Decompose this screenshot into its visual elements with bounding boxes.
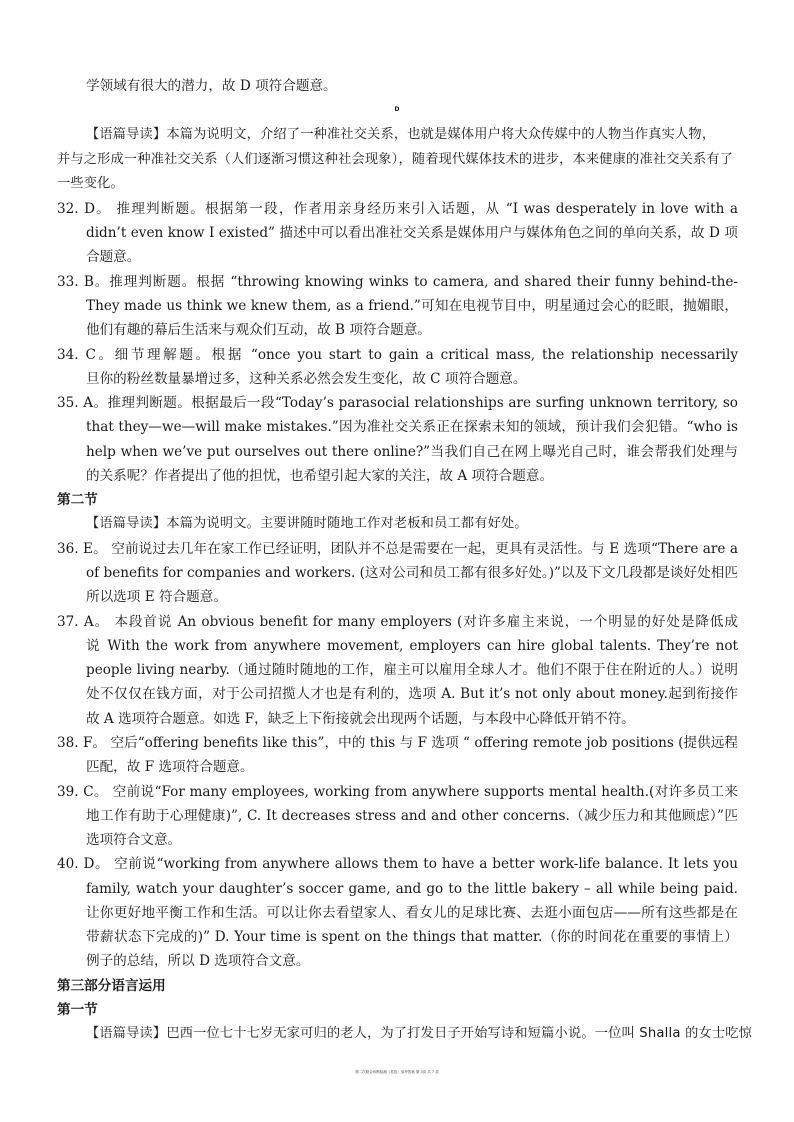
answer-37-line: 说 With the work from anywhere movement, employers can hire global talents. They’re not <box>86 638 738 654</box>
answer-37-line: 处不仅仅在钱方面，对于公司招揽人才也是有利的，选项 A. But it’s not only about money.起到衔接作 <box>86 686 738 702</box>
answer-33-line: 33. B。推理判断题。根据 “throwing knowing winks to camera, and shared their funny behind-the- <box>57 274 738 290</box>
answer-36-line: of benefits for companies and workers. (这对公司和员工都有很多好处。)”以及下文几段都是谈好处相匹 <box>86 565 738 581</box>
section-heading: 第一节 <box>57 1002 98 1018</box>
text-line: 学领域有很大的潜力，故 D 项符合题意。 <box>86 78 337 94</box>
answer-33-line: 他们有趣的幕后生活来与观众们互动，故 B 项符合题意。 <box>86 322 431 338</box>
answer-35-line: 35. A。推理判断题。根据最后一段“Today’s parasocial relationships are surfing unknown territory, so <box>57 395 738 411</box>
answer-40-line: family, watch your daughter’s soccer game, and go to the little bakery – all while being paid. <box>86 881 738 897</box>
answer-40-line: 带薪状态下完成的)” D. Your time is spent on the things that matter.（你的时间花在重要的事情上） <box>86 929 738 945</box>
answer-37-line: people living nearby.（通过随时随地的工作，雇主可以雇用全球人才。他们不限于住在附近的人。）说明 <box>86 662 738 678</box>
answer-35-line: 的关系呢？作者提出了他的担忧，也希望引起大家的关注，故 A 项符合题意。 <box>86 468 554 484</box>
answer-34-line: 旦你的粉丝数量暴增过多，这种关系必然会发生变化，故 C 项符合题意。 <box>86 371 527 387</box>
answer-37-line: 故 A 选项符合题意。如选 F，缺乏上下衔接就会出现两个话题，与本段中心降低开销不符。 <box>86 711 635 727</box>
section-heading: 第二节 <box>57 492 98 508</box>
reading-guide-line: 【语篇导读】本篇为说明文。主要讲随时随地工作对老板和员工都有好处。 <box>86 516 528 531</box>
reading-guide-line: 并与之形成一种准社交关系（人们逐渐习惯这种社会现象），随着现代媒体技术的进步，本来健康的准社交关系有了 <box>57 152 734 167</box>
section-heading-d: D <box>394 106 400 113</box>
answer-34-line: 34. C。细节理解题。根据 “once you start to gain a critical mass, the relationship necessarily <box>57 347 738 363</box>
answer-40-line: 例子的总结，所以 D 选项符合文意。 <box>86 953 310 969</box>
answer-36-line: 所以选项 E 符合题意。 <box>86 589 227 605</box>
page-footer: 第二次联合诊断检测（英语）参考答案 第 3页 共 7 页 <box>355 1070 439 1074</box>
answer-32-line: 32. D。 推理判断题。根据第一段，作者用亲身经历来引入话题，从 “I was desperately in love with a <box>57 201 738 217</box>
answer-32-line: 合题意。 <box>86 249 141 265</box>
answer-38-line: 匹配，故 F 选项符合题意。 <box>86 759 254 775</box>
answer-39-line: 39. C。 空前说“For many employees, working from anywhere supports mental health.(对许多员工来 <box>57 784 738 800</box>
answer-35-line: that they—we—will make mistakes.”因为准社交关系正在探索未知的领域，预计我们会犯错。“who is <box>86 419 738 435</box>
answer-39-line: 选项符合文意。 <box>86 832 182 848</box>
section-heading: 第三部分语言运用 <box>57 978 166 994</box>
answer-32-line: didn’t even know I existed” 描述中可以看出准社交关系是媒体用户与媒体角色之间的单向关系，故 D 项 <box>86 225 738 241</box>
reading-guide-line: 【语篇导读】巴西一位七十七岁无家可归的老人，为了打发日子开始写诗和短篇小说。一位叫 Shalla 的女士吃惊 <box>86 1026 753 1041</box>
answer-33-line: They made us think we knew them, as a friend.”可知在电视节目中，明星通过会心的眨眼，抛媚眼， <box>86 298 738 314</box>
reading-guide-line: 【语篇导读】本篇为说明文，介绍了一种准社交关系，也就是媒体用户将大众传媒中的人物当作真实人物， <box>86 127 716 142</box>
answer-36-line: 36. E。 空前说过去几年在家工作已经证明，团队并不总是需要在一起，更具有灵活性。与 E 选项“There are a <box>57 541 738 557</box>
answer-38-line: 38. F。 空后“offering benefits like this”，中的 this 与 F 选项 “ offering remote job positions (提供远程 <box>57 735 738 751</box>
reading-guide-line: 一些变化。 <box>57 176 124 191</box>
answer-37-line: 37. A。 本段首说 An obvious benefit for many employers (对许多雇主来说，一个明显的好处是降低成 <box>57 614 738 630</box>
answer-39-line: 地工作有助于心理健康)”, C. It decreases stress and and other concerns.（减少压力和其他顾虑）”匹 <box>86 808 738 824</box>
answer-35-line: help when we’ve put ourselves out there online?”当我们自己在网上曝光自己时，谁会帮我们处理与 <box>86 444 738 460</box>
answer-40-line: 40. D。 空前说“working from anywhere allows them to have a better work-life balance. It lets you <box>57 856 738 872</box>
answer-40-line: 让你更好地平衡工作和生活。可以让你去看望家人、看女儿的足球比赛、去逛小面包店——所有这些都是在 <box>86 905 738 921</box>
